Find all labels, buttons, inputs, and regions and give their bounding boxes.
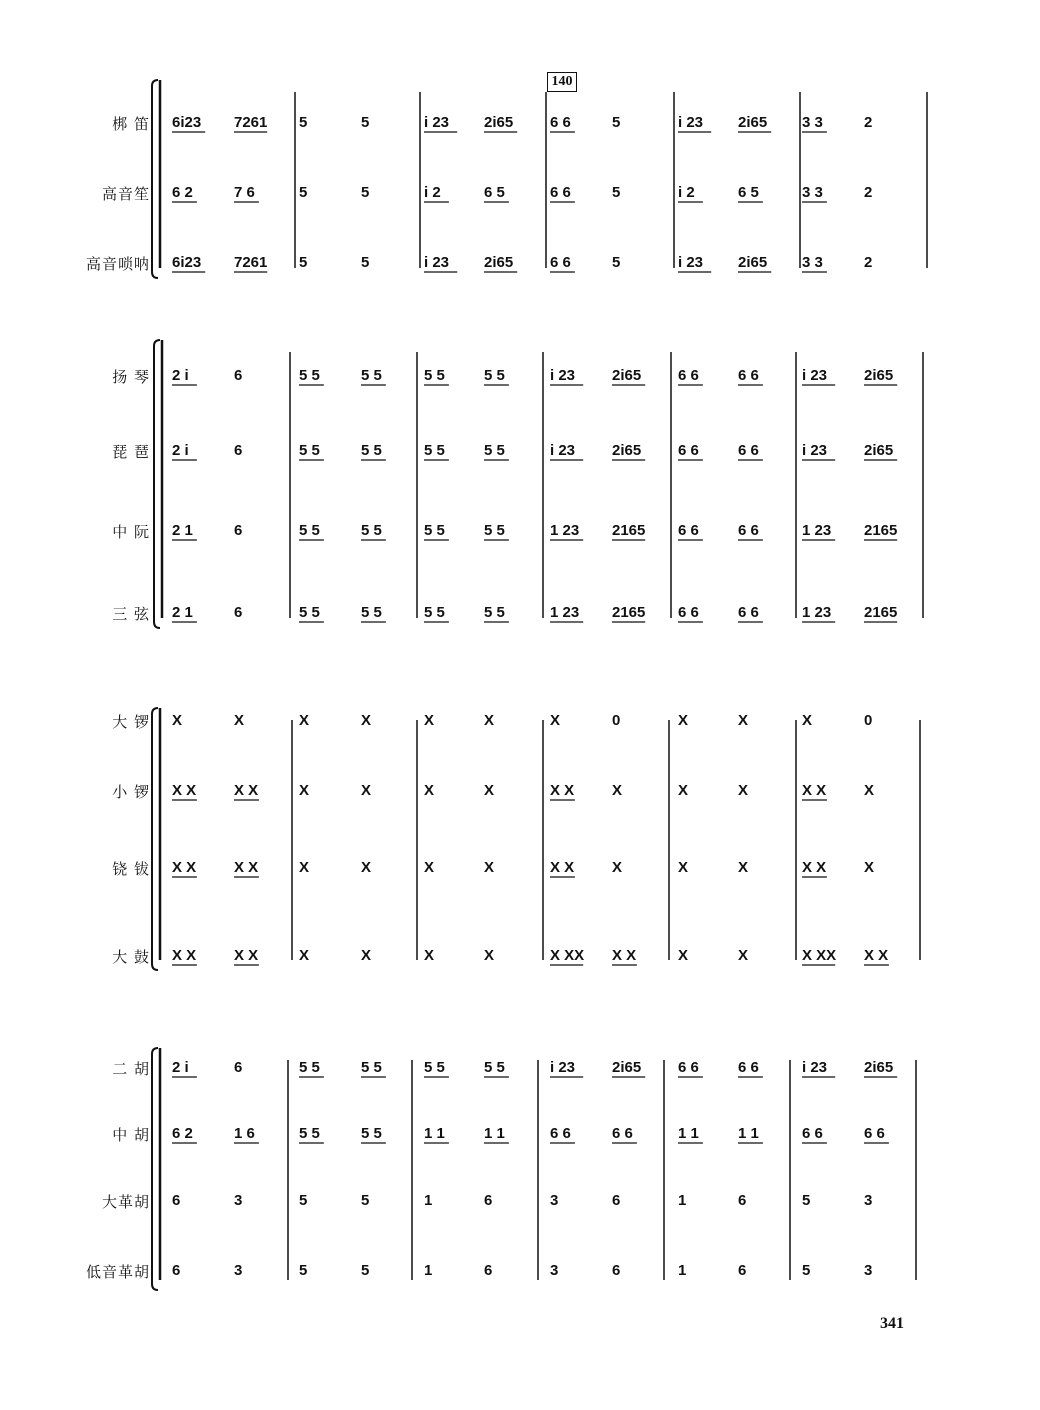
note-group: 2165	[612, 604, 646, 621]
note-group: 3	[550, 1192, 559, 1209]
note-group: 1 6	[234, 1125, 255, 1142]
note-group: 6	[738, 1262, 747, 1279]
note-group: i 23	[802, 367, 828, 384]
note-group: 5	[361, 184, 370, 201]
note-group: 2165	[864, 604, 898, 621]
note-group: X	[738, 947, 749, 964]
note-group: i 23	[550, 1059, 576, 1076]
note-group: X X	[802, 782, 827, 799]
note-group: X	[361, 859, 372, 876]
note-group: X	[361, 712, 372, 729]
note-group: 5	[361, 254, 370, 271]
note-group: 5 5	[484, 367, 505, 384]
instrument-label: 大 锣	[112, 713, 150, 731]
note-group: 5 5	[484, 604, 505, 621]
note-group: i 23	[678, 254, 704, 271]
note-group: 5	[361, 114, 370, 131]
note-group: 6 6	[550, 254, 571, 271]
note-group: 2 i	[172, 442, 189, 459]
note-group: 2i65	[864, 367, 894, 384]
note-group: 5	[299, 114, 308, 131]
note-group: 2i65	[864, 442, 894, 459]
note-group: 6 2	[172, 184, 193, 201]
note-group: 1 23	[802, 604, 832, 621]
note-group: 1	[678, 1192, 687, 1209]
note-group: 6	[484, 1262, 493, 1279]
note-group: 5	[612, 114, 621, 131]
note-group: 5 5	[424, 522, 445, 539]
note-group: X	[864, 859, 875, 876]
note-group: X X	[234, 782, 259, 799]
note-group: 6	[172, 1192, 181, 1209]
note-group: X	[612, 859, 623, 876]
note-group: X XX	[802, 947, 837, 964]
note-group: 2i65	[484, 114, 514, 131]
note-group: 5 5	[299, 367, 320, 384]
note-group: 1	[424, 1262, 433, 1279]
note-group: 3	[234, 1262, 243, 1279]
instrument-label: 梆 笛	[112, 115, 150, 133]
note-group: X	[172, 712, 183, 729]
instrument-label: 扬 琴	[112, 368, 150, 386]
note-group: X	[864, 782, 875, 799]
instrument-label: 大革胡	[101, 1193, 150, 1211]
note-group: 6 6	[738, 522, 759, 539]
note-group: 5	[612, 254, 621, 271]
note-group: 3	[550, 1262, 559, 1279]
note-group: 6 6	[678, 367, 699, 384]
note-group: X	[678, 712, 689, 729]
note-group: 2 1	[172, 604, 193, 621]
group-bracket	[154, 340, 160, 628]
note-group: 6 6	[678, 1059, 699, 1076]
note-group: 1 1	[678, 1125, 699, 1142]
instrument-label: 琵 琶	[112, 443, 150, 461]
note-group: 0	[864, 712, 873, 729]
note-group: X X	[864, 947, 889, 964]
note-group: 6	[738, 1192, 747, 1209]
note-group: 7261	[234, 254, 268, 271]
group-bracket	[152, 1048, 158, 1290]
note-group: 3 3	[802, 254, 823, 271]
note-group: 5	[612, 184, 621, 201]
note-group: 3	[864, 1192, 873, 1209]
note-group: 6 6	[550, 114, 571, 131]
note-group: 2i65	[612, 442, 642, 459]
note-group: 1 1	[424, 1125, 445, 1142]
note-group: X X	[172, 947, 197, 964]
rehearsal-mark: 140	[547, 72, 577, 92]
note-group: 2	[864, 254, 873, 271]
note-group: 5 5	[361, 1059, 382, 1076]
note-group: X	[484, 859, 495, 876]
note-group: 5 5	[361, 604, 382, 621]
note-group: X	[424, 782, 435, 799]
note-group: i 23	[802, 1059, 828, 1076]
note-group: 5 5	[299, 1125, 320, 1142]
note-group: X	[738, 712, 749, 729]
note-group: 6 6	[678, 442, 699, 459]
instrument-label: 低音革胡	[85, 1263, 150, 1281]
note-group: 5 5	[424, 367, 445, 384]
instrument-label: 高音唢呐	[85, 255, 150, 273]
note-group: 6 6	[802, 1125, 823, 1142]
note-group: 2 i	[172, 367, 189, 384]
note-group: 6i23	[172, 114, 202, 131]
note-group: 1 1	[484, 1125, 505, 1142]
note-group: 3 3	[802, 184, 823, 201]
note-group: X	[678, 782, 689, 799]
note-group: 6	[234, 367, 243, 384]
note-group: 6	[612, 1262, 621, 1279]
note-group: 5 5	[299, 442, 320, 459]
note-group: 5	[361, 1262, 370, 1279]
note-group: 6	[172, 1262, 181, 1279]
note-group: 1 23	[550, 522, 580, 539]
note-group: 6	[234, 604, 243, 621]
note-group: 6 2	[172, 1125, 193, 1142]
note-group: 5	[299, 1192, 308, 1209]
note-group: 2i65	[738, 114, 768, 131]
note-group: 5 5	[484, 522, 505, 539]
note-group: 2i65	[484, 254, 514, 271]
note-group: 2 i	[172, 1059, 189, 1076]
note-group: 2165	[612, 522, 646, 539]
note-group: 6 6	[550, 184, 571, 201]
note-group: X X	[234, 859, 259, 876]
note-group: 6 6	[550, 1125, 571, 1142]
note-group: X X	[802, 859, 827, 876]
note-group: X	[424, 947, 435, 964]
note-group: 6 6	[678, 522, 699, 539]
note-group: 5 5	[361, 442, 382, 459]
note-group: 2 1	[172, 522, 193, 539]
note-group: 5 5	[424, 1059, 445, 1076]
note-group: 2	[864, 184, 873, 201]
note-group: i 23	[678, 114, 704, 131]
note-group: X	[612, 782, 623, 799]
page-number: 341	[880, 1315, 904, 1332]
note-group: 1 23	[550, 604, 580, 621]
note-group: 5 5	[361, 522, 382, 539]
note-group: X	[299, 782, 310, 799]
note-group: 2165	[864, 522, 898, 539]
note-group: 6	[234, 1059, 243, 1076]
note-group: 1 1	[738, 1125, 759, 1142]
note-group: X	[484, 947, 495, 964]
note-group: 7261	[234, 114, 268, 131]
note-group: 5 5	[361, 367, 382, 384]
note-group: X	[299, 859, 310, 876]
note-group: 6 6	[738, 1059, 759, 1076]
note-group: 5	[299, 1262, 308, 1279]
note-group: X XX	[550, 947, 585, 964]
note-group: 0	[612, 712, 621, 729]
note-group: 6 6	[738, 367, 759, 384]
note-group: X	[234, 712, 245, 729]
note-group: 6 5	[738, 184, 759, 201]
note-group: 5	[299, 184, 308, 201]
note-group: 7 6	[234, 184, 255, 201]
note-group: 5 5	[484, 442, 505, 459]
note-group: i 23	[424, 254, 450, 271]
note-group: X	[550, 712, 561, 729]
note-group: X X	[172, 782, 197, 799]
note-group: X X	[234, 947, 259, 964]
note-group: 5	[802, 1262, 811, 1279]
note-group: 1	[678, 1262, 687, 1279]
note-group: 5	[361, 1192, 370, 1209]
note-group: 1	[424, 1192, 433, 1209]
note-group: 6i23	[172, 254, 202, 271]
note-group: 6 5	[484, 184, 505, 201]
note-group: 6 6	[738, 604, 759, 621]
note-group: 6	[612, 1192, 621, 1209]
note-group: 2i65	[612, 367, 642, 384]
instrument-label: 大 鼓	[112, 948, 150, 966]
note-group: X	[299, 947, 310, 964]
note-group: 3	[864, 1262, 873, 1279]
note-group: i 2	[424, 184, 441, 201]
note-group: 3 3	[802, 114, 823, 131]
group-bracket	[152, 80, 158, 278]
note-group: 5	[802, 1192, 811, 1209]
note-group: 3	[234, 1192, 243, 1209]
note-group: 5 5	[424, 604, 445, 621]
note-group: 2i65	[738, 254, 768, 271]
instrument-label: 中 阮	[112, 523, 150, 541]
instrument-label: 三 弦	[112, 605, 150, 623]
note-group: i 2	[678, 184, 695, 201]
note-group: i 23	[550, 367, 576, 384]
note-group: X	[484, 712, 495, 729]
note-group: 6	[234, 522, 243, 539]
instrument-label: 中 胡	[112, 1126, 150, 1144]
note-group: 6 6	[738, 442, 759, 459]
note-group: 1 23	[802, 522, 832, 539]
note-group: i 23	[424, 114, 450, 131]
note-group: X X	[550, 782, 575, 799]
note-group: 6 6	[612, 1125, 633, 1142]
note-group: X	[424, 859, 435, 876]
note-group: 5 5	[484, 1059, 505, 1076]
note-group: X X	[550, 859, 575, 876]
note-group: X	[678, 947, 689, 964]
note-group: 5 5	[361, 1125, 382, 1142]
instrument-label: 高音笙	[101, 185, 150, 203]
note-group: X	[361, 782, 372, 799]
note-group: X	[424, 712, 435, 729]
note-group: X X	[172, 859, 197, 876]
instrument-label: 二 胡	[112, 1060, 150, 1078]
note-group: 6 6	[864, 1125, 885, 1142]
instrument-label: 铙 钹	[112, 860, 150, 878]
note-group: i 23	[802, 442, 828, 459]
note-group: 5 5	[424, 442, 445, 459]
note-group: 6 6	[678, 604, 699, 621]
note-group: 2i65	[612, 1059, 642, 1076]
note-group: i 23	[550, 442, 576, 459]
note-group: 5 5	[299, 604, 320, 621]
note-group: 6	[234, 442, 243, 459]
note-group: 6	[484, 1192, 493, 1209]
note-group: 5 5	[299, 522, 320, 539]
group-bracket	[152, 708, 158, 970]
note-group: X	[484, 782, 495, 799]
note-group: X	[738, 859, 749, 876]
note-group: 2	[864, 114, 873, 131]
note-group: 5	[299, 254, 308, 271]
note-group: X	[738, 782, 749, 799]
note-group: X	[361, 947, 372, 964]
note-group: X X	[612, 947, 637, 964]
instrument-label: 小 锣	[112, 783, 150, 801]
note-group: X	[299, 712, 310, 729]
note-group: X	[678, 859, 689, 876]
note-group: 5 5	[299, 1059, 320, 1076]
note-group: 2i65	[864, 1059, 894, 1076]
note-group: X	[802, 712, 813, 729]
